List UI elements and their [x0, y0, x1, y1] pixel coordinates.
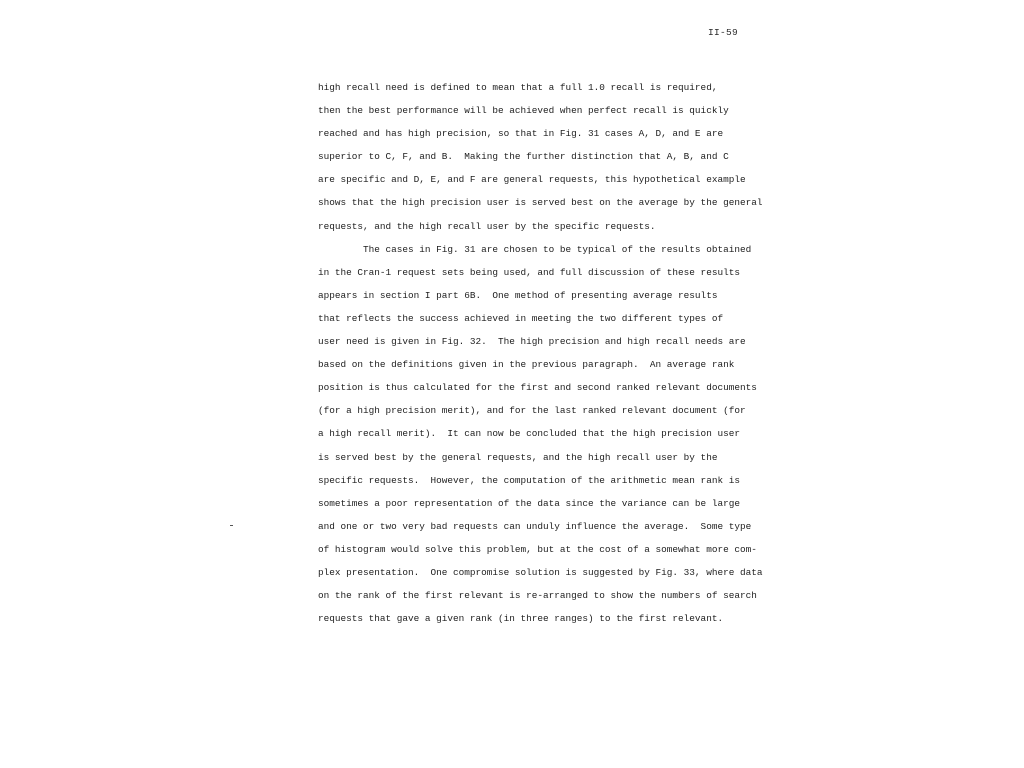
- text-line: superior to C, F, and B. Making the further distinction that A, B, and C: [318, 151, 729, 163]
- text-line: based on the definitions given in the previous paragraph. An average rank: [318, 359, 735, 371]
- text-line: plex presentation. One compromise solution is suggested by Fig. 33, where data: [318, 566, 763, 578]
- text-line: of histogram would solve this problem, but at the cost of a somewhat more com-: [318, 543, 757, 555]
- text-line: and one or two very bad requests can unduly influence the average. Some type: [318, 520, 752, 532]
- text-line: on the rank of the first relevant is re-arranged to show the numbers of search: [318, 590, 757, 602]
- text-line: (for a high precision merit), and for the last ranked relevant document (for: [318, 405, 746, 417]
- text-line: user need is given in Fig. 32. The high precision and high recall needs are: [318, 336, 746, 348]
- text-line: are specific and D, E, and F are general requests, this hypothetical example: [318, 174, 746, 186]
- text-line: The cases in Fig. 31 are chosen to be typical of the results obtained: [318, 243, 752, 255]
- text-line: appears in section I part 6B. One method of presenting average results: [318, 289, 718, 301]
- text-line: that reflects the success achieved in meeting the two different types of: [318, 312, 724, 324]
- page-number: II-59: [708, 27, 739, 38]
- text-line: a high recall merit). It can now be concluded that the high precision user: [318, 428, 740, 440]
- text-line: sometimes a poor representation of the data since the variance can be large: [318, 497, 740, 509]
- text-line: requests that gave a given rank (in three ranges) to the first relevant.: [318, 613, 724, 625]
- body-text: [318, 76, 763, 630]
- text-line: specific requests. However, the computation of the arithmetic mean rank is: [318, 474, 740, 486]
- text-line: then the best performance will be achieved when perfect recall is quickly: [318, 105, 729, 117]
- text-line: is served best by the general requests, and the high recall user by the: [318, 451, 718, 463]
- text-line: reached and has high precision, so that in Fig. 31 cases A, D, and E are: [318, 128, 724, 140]
- text-line: requests, and the high recall user by the specific requests.: [318, 220, 656, 232]
- scan-speck: [230, 525, 233, 526]
- text-line: high recall need is defined to mean that a full 1.0 recall is required,: [318, 82, 718, 93]
- text-line: position is thus calculated for the first and second ranked relevant documents: [318, 382, 757, 394]
- text-line: in the Cran-1 request sets being used, and full discussion of these results: [318, 266, 740, 278]
- text-line: shows that the high precision user is served best on the average by the general: [318, 197, 763, 209]
